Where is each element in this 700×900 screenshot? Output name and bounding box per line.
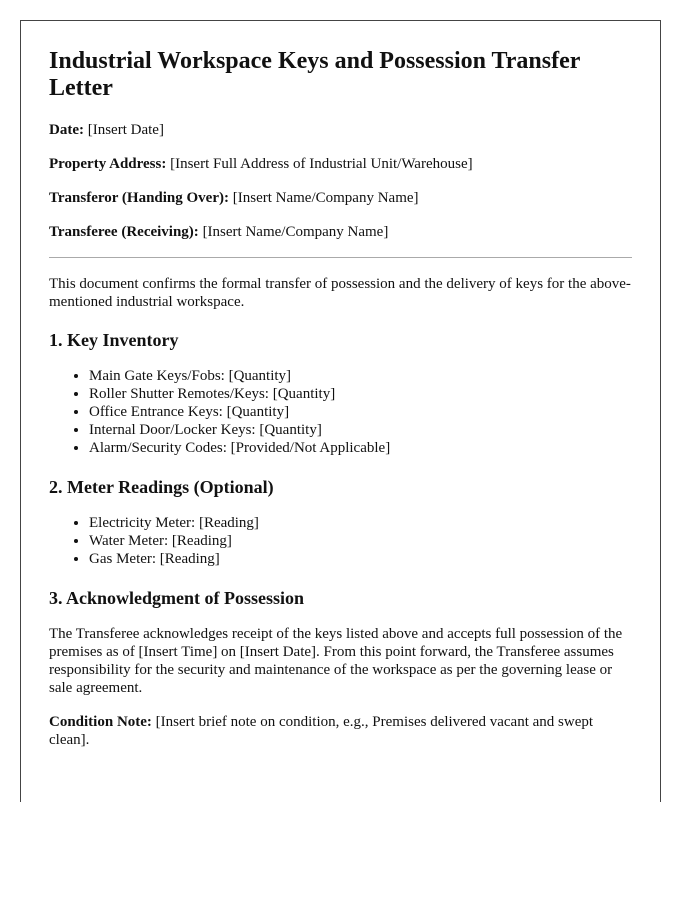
list-item: • Main Gate Keys/Fobs: [Quantity] <box>89 367 632 385</box>
date-value: [Insert Date] <box>83 122 164 138</box>
acknowledgment-paragraph: The Transferee acknowledges receipt of the keys listed above and accepts full possession of the premises as of [Insert Time] on [Insert Date]. From this point forward, the Transferee assumes responsibility for the security and maintenance of the workspace as per the governing lease or sale agreement. <box>49 626 623 696</box>
list-item: • Office Entrance Keys: [Quantity] <box>89 403 632 421</box>
transferor-field <box>49 189 632 207</box>
property-address-value: [Insert Full Address of Industrial Unit/Warehouse] <box>166 156 473 172</box>
letter-title: Industrial Workspace Keys and Possession Transfer Letter <box>49 48 580 101</box>
intro-paragraph: This document confirms the formal transfer of possession and the delivery of keys for the above-mentioned industrial workspace. <box>49 276 631 310</box>
property-address-field <box>49 155 632 173</box>
section-heading-key-inventory: 1. Key Inventory <box>49 330 179 350</box>
condition-note <box>49 713 632 749</box>
condition-note-value: [Insert brief note on condition, e.g., Premises delivered vacant and swept clean]. <box>49 714 594 748</box>
list-item: • Electricity Meter: [Reading] <box>89 514 632 532</box>
transferee-value: [Insert Name/Company Name] <box>198 224 389 240</box>
list-item: • Internal Door/Locker Keys: [Quantity] <box>89 421 632 439</box>
list-item: • Alarm/Security Codes: [Provided/Not Applicable] <box>89 439 632 457</box>
transferor-value: [Insert Name/Company Name] <box>229 190 419 206</box>
list-item: • Roller Shutter Remotes/Keys: [Quantity] <box>89 385 632 403</box>
transferee-field <box>49 223 632 241</box>
letter-page <box>20 20 661 802</box>
condition-note-label: Condition Note: <box>49 714 152 730</box>
meter-readings-list <box>49 514 632 568</box>
date-field <box>49 121 632 139</box>
header-divider <box>49 257 632 258</box>
transferor-label: Transferor (Handing Over): <box>49 190 229 206</box>
list-item: • Water Meter: [Reading] <box>89 532 632 550</box>
section-heading-acknowledgment: 3. Acknowledgment of Possession <box>49 588 305 608</box>
list-item: • Gas Meter: [Reading] <box>89 550 632 568</box>
transferee-label: Transferee (Receiving): <box>49 224 199 240</box>
key-inventory-list <box>49 367 632 457</box>
section-heading-meter-readings: 2. Meter Readings (Optional) <box>49 477 274 497</box>
property-address-label: Property Address: <box>49 156 167 172</box>
date-label: Date: <box>49 122 84 138</box>
